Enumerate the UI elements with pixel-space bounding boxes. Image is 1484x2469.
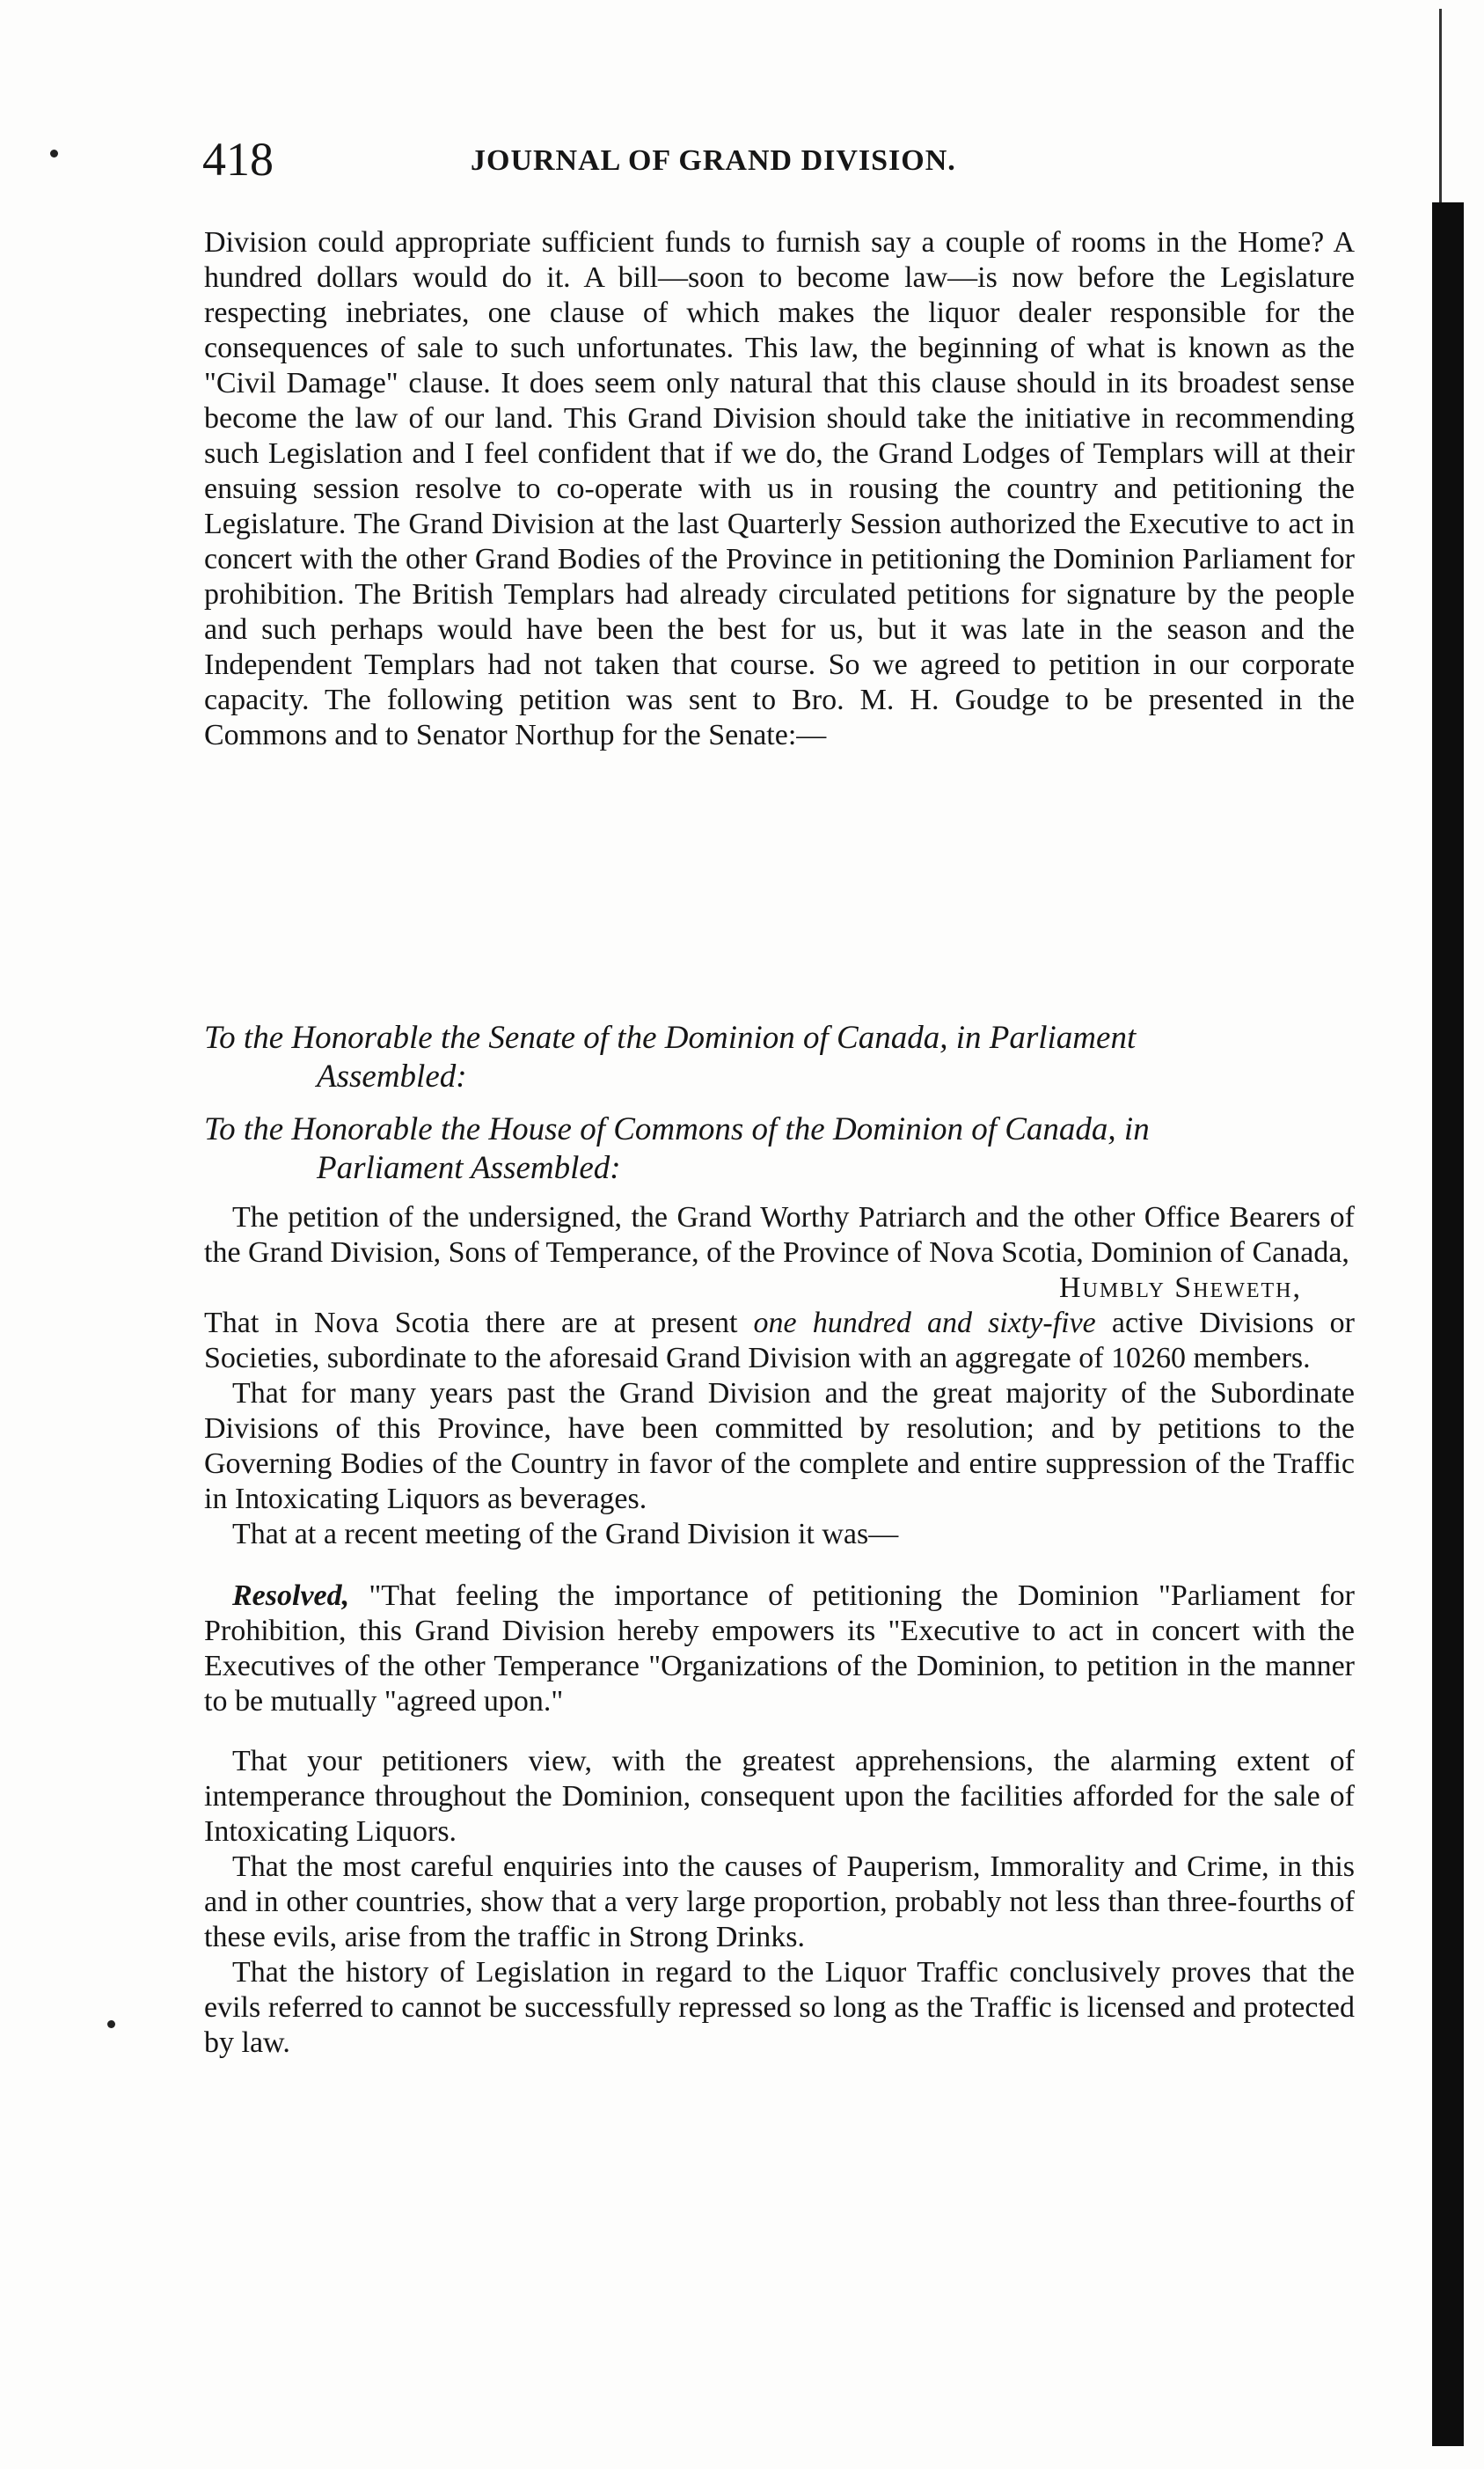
petition-paragraph-1	[204, 1306, 1355, 1376]
petition-paragraph-3: That at a recent meeting of the Grand Division it was—	[232, 1518, 899, 1550]
page-header	[202, 132, 1355, 194]
petition-paragraph-2: That for many years past the Grand Division and the great majority of the Subordinate Divisions of this Province, have been committed by resolution; and by petitions to the Governing Bodies of the Country in favor of the complete and entire suppression of the Traffic in Intoxicating Liquors as beverages.	[204, 1377, 1355, 1515]
resolved-lead: Resolved,	[232, 1579, 350, 1612]
senate-address-line1: To the Honorable the Senate of the Dominion of Canada, in Parliament	[204, 1020, 1137, 1056]
p1-italic-count: one hundred and sixty-five	[753, 1307, 1096, 1339]
running-head: JOURNAL OF GRAND DIVISION.	[471, 144, 956, 177]
commons-address-line2: Parliament Assembled:	[317, 1150, 621, 1186]
petition-body	[204, 1200, 1355, 2061]
opening-paragraph-block	[204, 225, 1355, 753]
ink-speck	[107, 2020, 115, 2028]
commons-address	[204, 1110, 1355, 1188]
page-number: 418	[202, 133, 274, 186]
p1-end: active Divisions or Societies, subordinate to the aforesaid Grand Division with an aggregate of 10260 members.	[204, 1307, 1355, 1374]
petition-paragraph-5: That the most careful enquiries into the causes of Pauperism, Immorality and Crime, in this and in other countries, show that a very large proportion, probably not less than three-fourths of these evils, arise from the traffic in Strong Drinks.	[204, 1850, 1355, 1953]
senate-address-line2: Assembled:	[317, 1059, 467, 1095]
resolution-paragraph	[204, 1579, 1355, 1719]
p1-start: That in Nova Scotia there are at present	[204, 1307, 738, 1339]
petition-paragraph-4: That your petitioners view, with the greatest apprehensions, the alarming extent of intemperance throughout the Dominion, consequent upon the facilities afforded for the sale of Intoxicating Liquors.	[204, 1745, 1355, 1848]
page-edge-shadow	[1432, 202, 1464, 2446]
petition-intro: The petition of the undersigned, the Grand Worthy Patriarch and the other Office Bearers of the Grand Division, Sons of Temperance, of the Province of Nova Scotia, Dominion of Canada,	[204, 1201, 1355, 1269]
humbly-sheweth: Humbly Sheweth,	[1058, 1271, 1302, 1304]
ink-speck	[50, 150, 58, 158]
opening-paragraph: Division could appropriate sufficient funds to furnish say a couple of rooms in the Home? A hundred dollars would do it. A bill—soon to become law—is now before the Legislature respecting inebriates, one clause of which makes the liquor dealer responsible for the consequences of sale to such unfortunates. This law, the beginning of what is known as the "Civil Damage" clause. It does seem only natural that this clause should in its broadest sense become the law of our land. This Grand Division should take the initiative in recommending such Legislation and I feel confident that if we do, the Grand Lodges of Templars will at their ensuing session resolve to co-operate with us in rousing the country and petitioning the Legislature. The Grand Division at the last Quarterly Session authorized the Executive to act in concert with the other Grand Bodies of the Province in petitioning the Dominion Parliament for prohibition. The British Templars had already circulated petitions for signature by the people and such perhaps would have been the best for us, but it was late in the season and the Independent Templars had not taken that course. So we agreed to petition in our corporate capacity. The following petition was sent to Bro. M. H. Goudge to be presented in the Commons and to Senator Northup for the Senate:—	[204, 226, 1355, 751]
commons-address-line1: To the Honorable the House of Commons of the Dominion of Canada, in	[204, 1111, 1150, 1147]
senate-address	[204, 1019, 1355, 1096]
petition-paragraph-6: That the history of Legislation in regard to the Liquor Traffic conclusively proves that the evils referred to cannot be successfully repressed so long as the Traffic is licensed and protected by law.	[204, 1956, 1355, 2059]
page-edge-line	[1439, 9, 1442, 202]
resolved-text: "That feeling the importance of petitioning the Dominion "Parliament for Prohibition, this Grand Division hereby empowers its "Executive to act in concert with the Executives of the other Temperance "Organizations of the Dominion, to petition in the manner to be mutually "agreed upon."	[204, 1579, 1355, 1718]
